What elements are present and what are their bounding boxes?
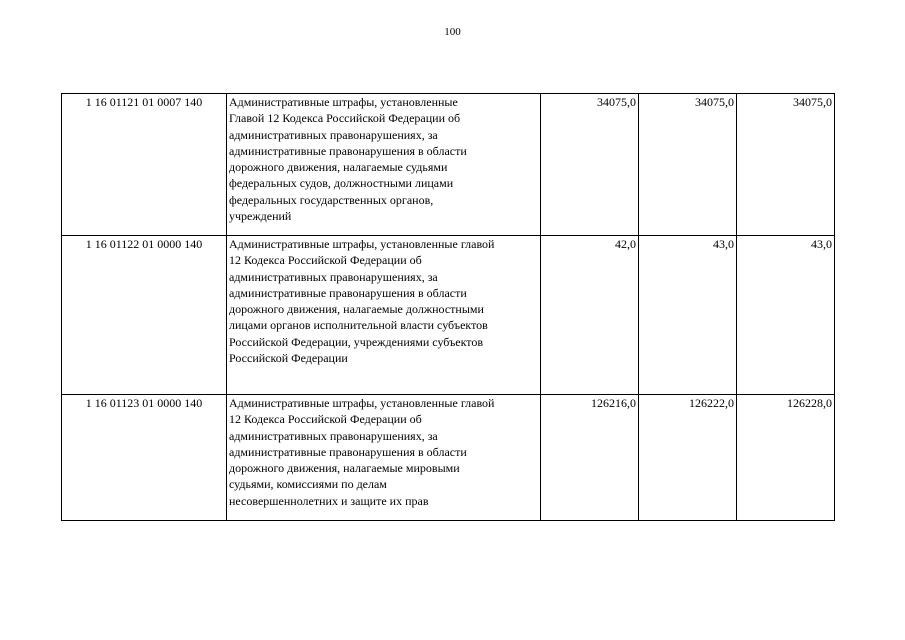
description-line: административные правонарушения в области xyxy=(229,444,467,459)
description-line: Административные штрафы, установленные главой xyxy=(229,396,495,410)
description-line: лицами органов исполнительной власти субъектов xyxy=(229,318,488,333)
description-line: Главой 12 Кодекса Российской Федерации об xyxy=(229,111,461,126)
budget-classification-code: 1 16 01121 01 0007 140 xyxy=(62,94,227,236)
table-row xyxy=(62,236,835,395)
description-line: административных правонарушениях, за xyxy=(229,269,438,284)
amount-cell: 42,0 xyxy=(541,236,639,395)
amount-cell: 126228,0 xyxy=(737,395,835,521)
amount-cell: 34075,0 xyxy=(639,94,737,236)
description-line: судьями, комиссиями по делам xyxy=(229,477,387,492)
description-line: административные правонарушения в области xyxy=(229,285,467,300)
description-line: учреждений xyxy=(229,209,292,224)
amount-cell: 43,0 xyxy=(737,236,835,395)
page-number: 100 xyxy=(444,26,461,38)
budget-revenue-table xyxy=(61,93,835,521)
budget-classification-code: 1 16 01122 01 0000 140 xyxy=(62,236,227,395)
description-line: Административные штрафы, установленные xyxy=(229,95,458,109)
budget-classification-code: 1 16 01123 01 0000 140 xyxy=(62,395,227,521)
description-line: административные правонарушения в области xyxy=(229,143,467,158)
description-line: дорожного движения, налагаемые судьями xyxy=(229,160,448,175)
table-row xyxy=(62,94,835,236)
description-line: несовершеннолетних и защите их прав xyxy=(229,493,429,508)
description-line: административных правонарушениях, за xyxy=(229,428,438,443)
description-line: 12 Кодекса Российской Федерации об xyxy=(229,412,422,427)
description-line: федеральных государственных органов, xyxy=(229,192,434,207)
description-line: административных правонарушениях, за xyxy=(229,127,438,142)
description-line: федеральных судов, должностными лицами xyxy=(229,176,454,191)
description-line: Российской Федерации xyxy=(229,351,348,366)
description-line: Административные штрафы, установленные главой xyxy=(229,237,495,251)
amount-cell: 34075,0 xyxy=(737,94,835,236)
table-row xyxy=(62,395,835,521)
description-line: дорожного движения, налагаемые должностными xyxy=(229,302,484,317)
description-line: 12 Кодекса Российской Федерации об xyxy=(229,253,422,268)
amount-cell: 34075,0 xyxy=(541,94,639,236)
description-line: Российской Федерации, учреждениями субъектов xyxy=(229,334,484,349)
description-line: дорожного движения, налагаемые мировыми xyxy=(229,461,460,476)
amount-cell: 126222,0 xyxy=(639,395,737,521)
revenue-description xyxy=(227,236,541,395)
revenue-description xyxy=(227,395,541,521)
amount-cell: 126216,0 xyxy=(541,395,639,521)
revenue-description xyxy=(227,94,541,236)
amount-cell: 43,0 xyxy=(639,236,737,395)
